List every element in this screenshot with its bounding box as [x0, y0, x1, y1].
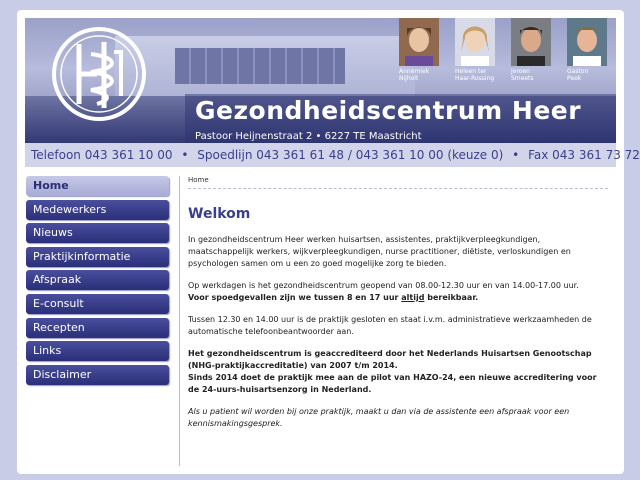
nav-item-disclaimer[interactable]: Disclaimer — [26, 365, 169, 385]
nav-item-recepten[interactable]: Recepten — [26, 318, 169, 338]
staff-card — [509, 18, 553, 94]
separator: • — [181, 148, 189, 162]
opening-hours: Op werkdagen is het gezondheidscentrum geopend van 08.00-12.30 uur en van 14.00-17.00 uur. Voor spoedgevallen zijn we tussen 8 en 17 uur altijd bereikbaar. — [188, 281, 579, 302]
staff-name: Gaston Peek — [567, 68, 589, 82]
nav-item-nieuws[interactable]: Nieuws — [26, 223, 169, 243]
contact-bar — [25, 143, 640, 167]
emergency-number: Spoedlijn 043 361 61 48 / 043 361 10 00 (keuze 0) — [197, 148, 504, 162]
phone-number: Telefoon 043 361 10 00 — [31, 148, 173, 162]
staff-photo — [511, 18, 551, 66]
building-windows — [175, 48, 345, 84]
new-patient-text: Als u patient wil worden bij onze praktijk, maakt u dan via de assistente een afspraak voor een kennismakingsgesprek. — [188, 407, 570, 428]
nav-item-medewerkers[interactable]: Medewerkers — [26, 200, 169, 220]
staff-card — [565, 18, 609, 94]
nav-item-afspraak[interactable]: Afspraak — [26, 270, 169, 290]
accreditation-text: Het gezondheidscentrum is geaccrediteerd door het Nederlands Huisartsen Genootschap (NHG-praktijkaccreditatie) van 2007 t/m 2014. Sinds 2014 doet de praktijk mee aan de pilot van HAZO-24, een nieuwe accreditering voor de 24-uurs-huisartsenzorg in Nederland. — [188, 349, 597, 394]
staff-name: Heleen ter Haar-Rossing — [455, 68, 495, 82]
nav-item-praktijkinformatie[interactable]: Praktijkinformatie — [26, 247, 169, 267]
nav-item-links[interactable]: Links — [26, 341, 169, 361]
staff-name: Annemiek Nijholt — [399, 68, 430, 82]
nav-item-home[interactable]: Home — [26, 176, 169, 196]
intro-text: In gezondheidscentrum Heer werken huisartsen, assistentes, praktijkverpleegkundigen, maatschappelijk werkers, wijkverpleegkundigen, nurse practitioner, diëtiste, verloskundigen en psychologen samen om u een zo goed mogelijke zorg te bieden. — [188, 235, 571, 268]
main-content — [188, 176, 608, 430]
separator: • — [512, 148, 520, 162]
staff-photo — [455, 18, 495, 66]
page-title: Welkom — [188, 206, 251, 222]
emphasis-always: altijd — [401, 293, 425, 302]
staff-name: Jeroen Smeets — [511, 68, 534, 82]
closed-notice: Tussen 12.30 en 14.00 uur is de praktijk gesloten en staat i.v.m. administratieve werkzaamheden de automatische telefoonbeantwoorder aan. — [188, 315, 592, 336]
breadcrumb-home-link[interactable]: Home — [188, 176, 209, 184]
breadcrumb — [188, 176, 608, 189]
staff-photo — [567, 18, 607, 66]
site-title: Gezondheidscentrum Heer — [195, 96, 582, 125]
staff-card — [397, 18, 441, 94]
nav-item-e-consult[interactable]: E-consult — [26, 294, 169, 314]
site-address: Pastoor Heijnenstraat 2 • 6227 TE Maastricht — [195, 131, 422, 142]
content-divider — [179, 176, 180, 466]
caduceus-logo — [49, 24, 149, 124]
staff-photo — [399, 18, 439, 66]
staff-card — [453, 18, 497, 94]
sidebar-nav — [26, 176, 169, 388]
fax-number: Fax 043 361 73 72 — [528, 148, 640, 162]
header-banner — [25, 18, 616, 146]
page-container — [17, 10, 640, 474]
